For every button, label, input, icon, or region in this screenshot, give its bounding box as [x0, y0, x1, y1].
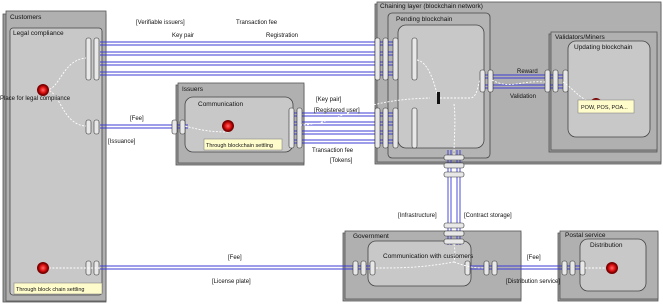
label-license-plate: [License plate] — [212, 279, 251, 285]
note-issuers-text: Through blockchain settling — [206, 143, 273, 149]
label-transaction-fee-mid: Transaction fee — [312, 148, 354, 154]
label-place-legal: Place for legal compliance — [0, 96, 71, 102]
start-marker-customers-bottom — [37, 262, 49, 274]
label-fee-bottom: [Fee] — [228, 255, 242, 261]
label-key-pair: Key pair — [172, 33, 195, 39]
label-contract-storage: [Contract storage] — [464, 213, 512, 219]
legal-compliance-title: Legal compliance — [13, 30, 64, 37]
label-infrastructure: [Infrastructure] — [398, 213, 437, 219]
note-customers-text: Through block chain settling — [16, 287, 85, 293]
customers-title: Customers — [10, 14, 42, 21]
label-registration: Registration — [266, 33, 299, 39]
label-reward: Reward — [517, 69, 538, 75]
chaining-layer-title: Chaining layer (blockchain network) — [380, 3, 483, 10]
government-title: Government — [353, 233, 389, 240]
junction-bar — [437, 92, 440, 104]
start-marker-issuers — [222, 120, 234, 132]
issuers-title: Issuers — [182, 86, 203, 93]
issuers-group — [176, 83, 304, 165]
validators-title: Validators/Miners — [555, 34, 605, 41]
label-issuance: [Issuance] — [108, 139, 136, 145]
label-registered-user: [Registered user] — [314, 108, 360, 114]
postal-service-title: Postal service — [565, 232, 606, 239]
label-tokens: [Tokens] — [330, 158, 353, 164]
issuers-comm-title: Communication — [198, 101, 244, 108]
label-distribution-service: [Distribution service] — [506, 279, 561, 285]
note-pow-text: POW, POS, POA... — [581, 105, 628, 111]
note-pow — [578, 100, 634, 113]
updating-blockchain-title: Updating blockchain — [574, 44, 633, 51]
label-key-pair-issuer: [Key pair] — [316, 97, 342, 103]
start-marker-postal — [606, 262, 618, 274]
government-comm-title: Communication with customers — [383, 253, 474, 260]
label-fee-left: [Fee] — [130, 116, 144, 122]
note-issuers — [204, 139, 282, 150]
label-verifiable-issuers: [Verifiable issuers] — [136, 20, 185, 26]
label-validation: Validation — [510, 94, 536, 100]
note-customers — [14, 283, 102, 294]
label-transaction-fee-top: Transaction fee — [236, 20, 278, 26]
pending-blockchain-title: Pending blockchain — [396, 16, 453, 23]
distribution-title: Distribution — [590, 242, 623, 249]
start-marker-legal — [37, 84, 49, 96]
label-fee-right: [Fee] — [527, 255, 541, 261]
